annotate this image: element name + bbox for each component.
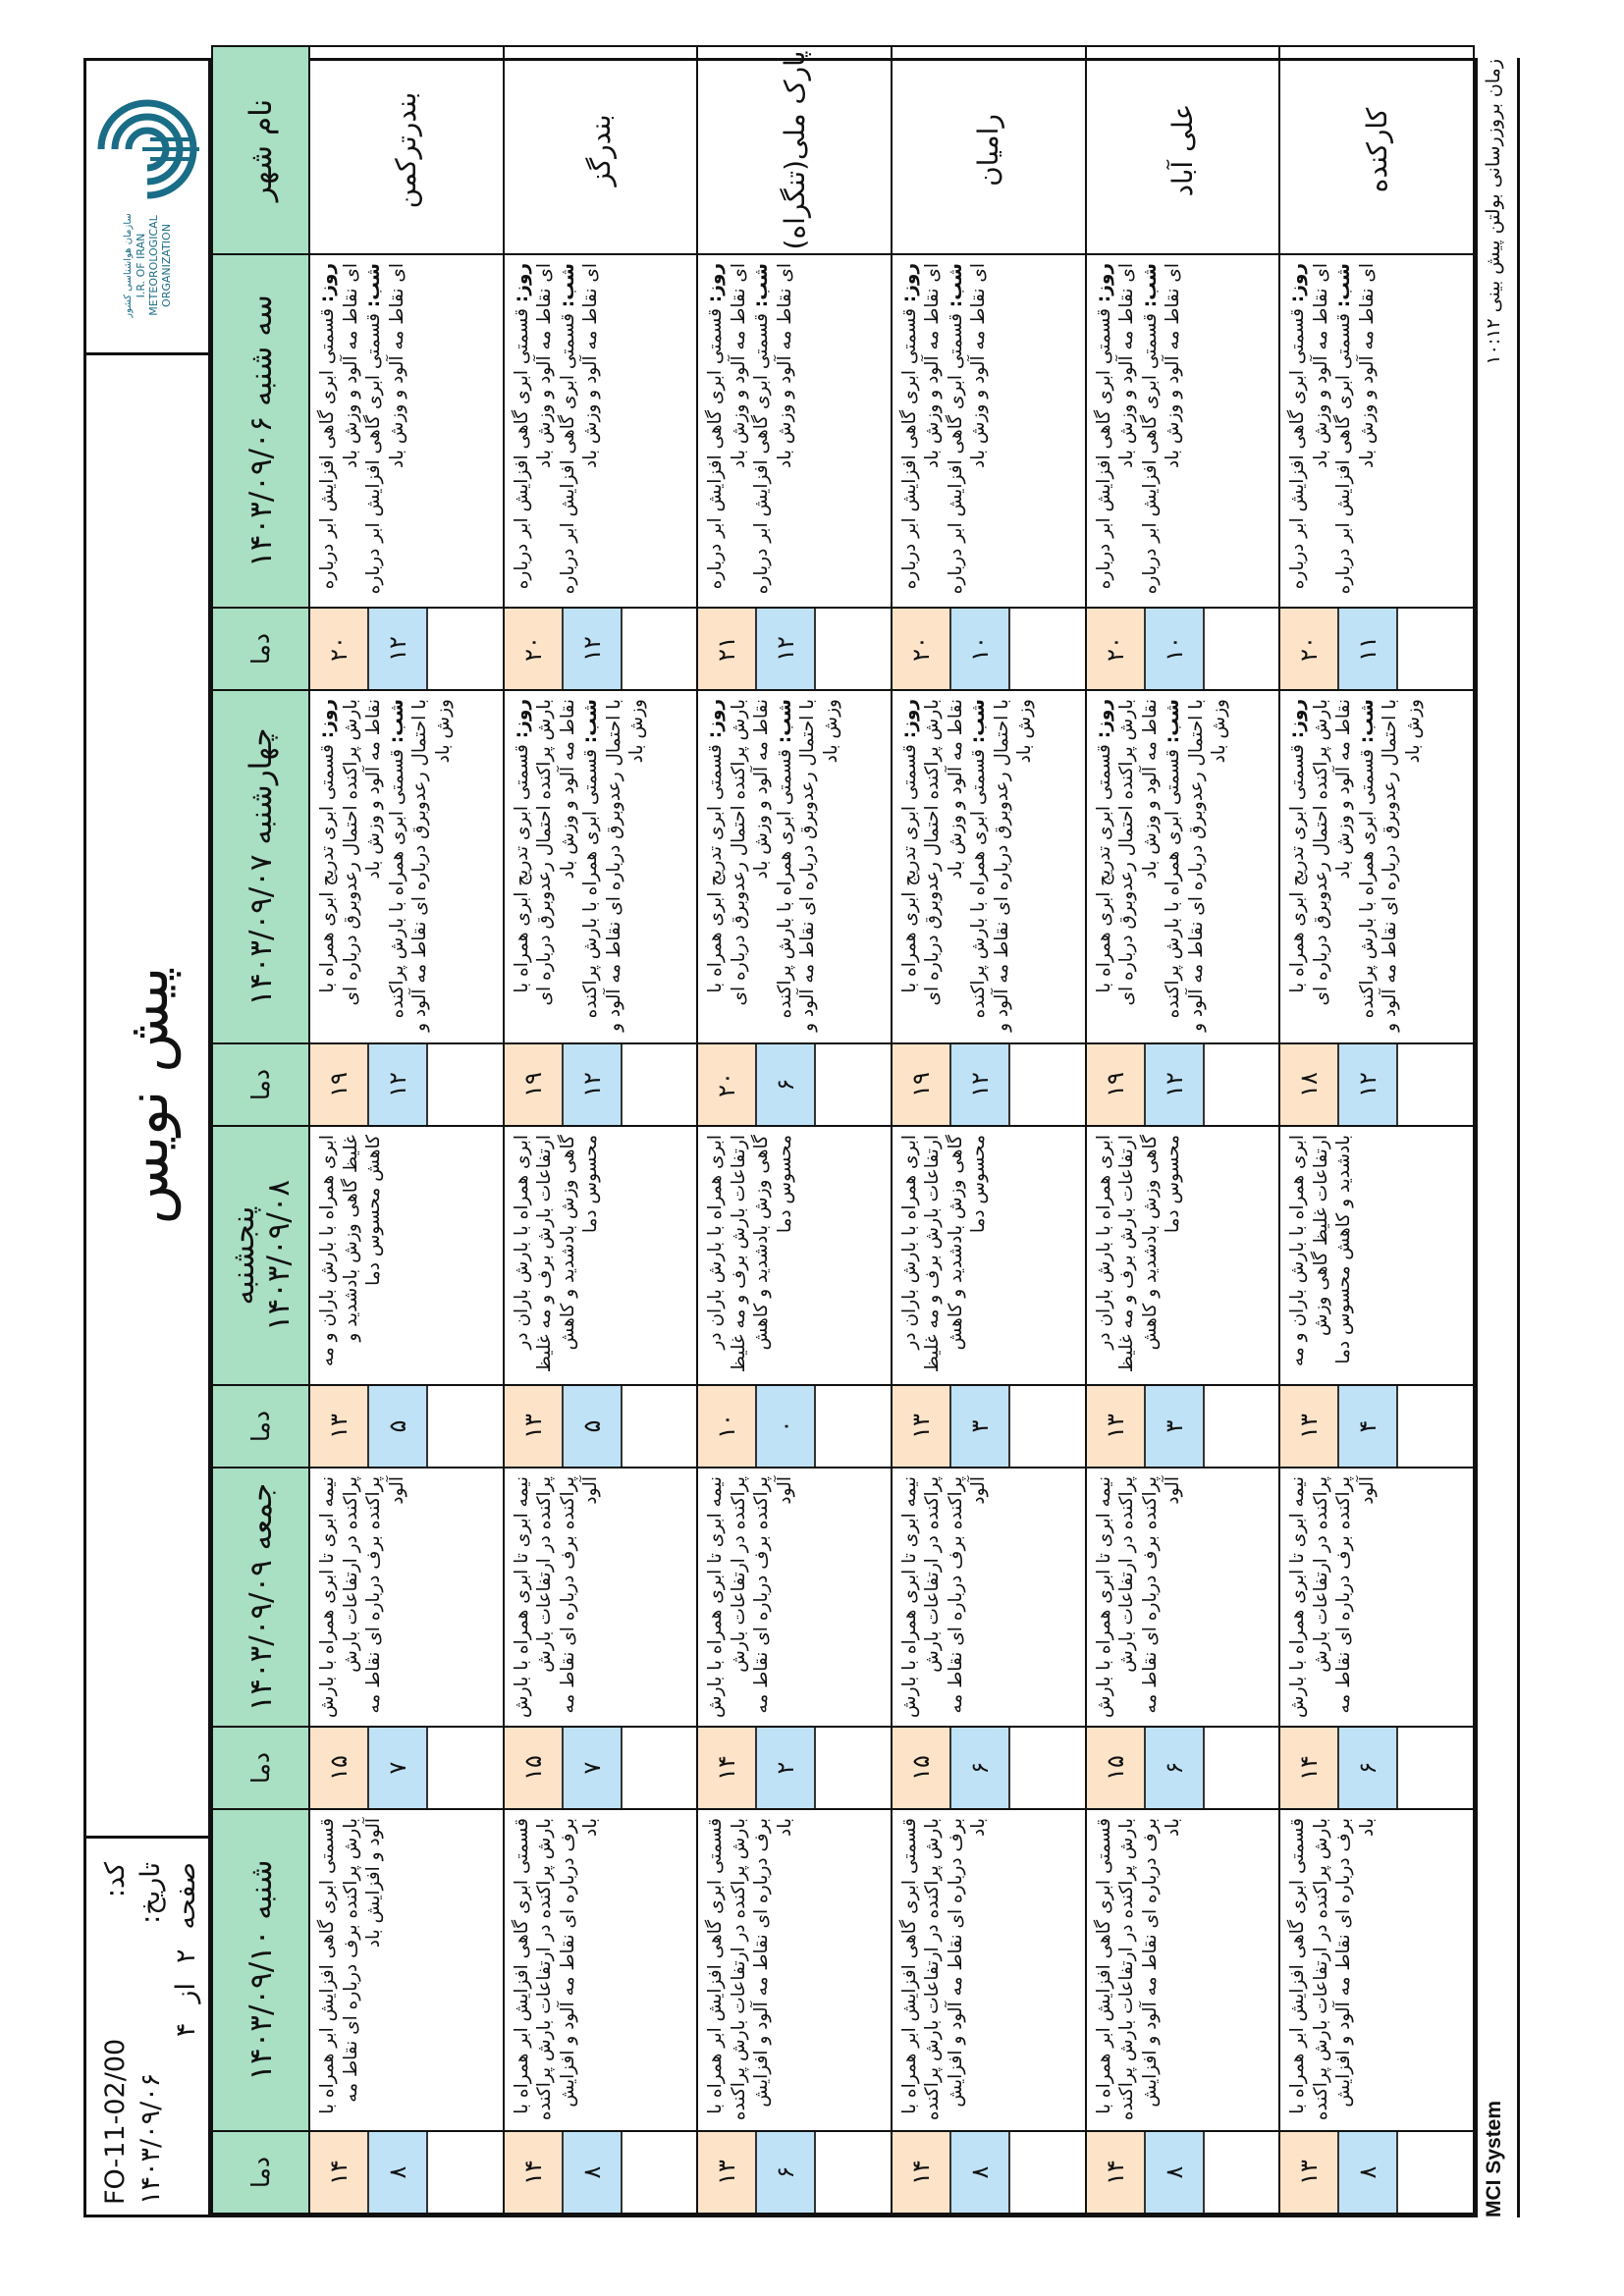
- min-temp: ۱۰: [1146, 609, 1205, 689]
- date-label: تاریخ:: [135, 1862, 166, 1924]
- day-header-5: شنبه ۱۴۰۳/۰۹/۱۰: [212, 1809, 309, 2131]
- min-temp: ۱۲: [564, 1044, 623, 1125]
- max-temp: ۲۰: [505, 609, 564, 689]
- max-temp: ۱۵: [893, 1728, 951, 1808]
- day-text: قسمتی ابری گاهی افزایش ابر: [511, 302, 532, 538]
- day-label: روز:: [1287, 263, 1309, 303]
- max-temp: ۱۰: [698, 1386, 757, 1467]
- city-header: نام شهر: [212, 46, 309, 254]
- temp-cell: [1086, 2131, 1280, 2214]
- forecast-day4: نیمه ابری تا ابری همراه با بارش پراکنده در ارتفاعات بارش پراکنده برف درباره ای نقاط مه آلود: [504, 1468, 698, 1727]
- forecast-day5: قسمتی ابری گاهی افزایش ابر همراه با بارش پراکنده در ارتفاعات بارش پراکنده برف درباره ای نقاط مه آلود و افزایش باد: [892, 1809, 1086, 2131]
- logo-text-en-1: I.R. OF IRAN: [135, 233, 147, 298]
- logo-text-fa: سازمان هواشناسی کشور: [123, 213, 134, 318]
- min-temp: ۳: [1146, 1386, 1205, 1467]
- city-row: [697, 46, 892, 2214]
- city-name: بندرترکمن: [309, 46, 504, 254]
- max-temp: ۲۰: [698, 1044, 757, 1125]
- temp-cell: [309, 1043, 504, 1126]
- day-text: قسمتی ابری تدریج ابری همراه با بارش پراکنده احتمال رعدوبرق درباره ای نقاط مه آلود و وزش باد: [898, 699, 966, 1006]
- night-label: شب:: [1333, 263, 1355, 308]
- forecast-day1: [697, 254, 892, 608]
- max-temp: ۱۳: [1280, 1386, 1339, 1467]
- min-temp: ۸: [951, 2132, 1010, 2213]
- min-temp: ۵: [369, 1386, 428, 1467]
- min-temp: ۱۲: [951, 1044, 1010, 1125]
- code-label: کد:: [100, 1862, 131, 1898]
- forecast-day3: ابری همراه با بارش باران در ارتفاعات بارش برف و مه غلیظ گاهی وزش بادشدید و کاهش محسوس دما: [1086, 1126, 1280, 1385]
- city-row: [504, 46, 698, 2214]
- temp-cell: [504, 608, 698, 690]
- forecast-day1: [1279, 254, 1474, 608]
- min-temp: ۶: [757, 2132, 816, 2213]
- city-name: بندرگز: [504, 46, 698, 254]
- temp-cell: [504, 2131, 698, 2214]
- min-temp: ۱۲: [1146, 1044, 1205, 1125]
- day-text: قسمتی ابری تدریج ابری همراه با بارش پراکنده احتمال رعدوبرق درباره ای نقاط مه آلود و وزش باد: [511, 699, 578, 1006]
- min-temp: ۷: [369, 1728, 428, 1808]
- night-label: شب:: [386, 699, 407, 744]
- day-label: روز:: [1093, 263, 1114, 303]
- day-text-tail: درباره ای نقاط مه آلود و وزش باد: [1093, 263, 1138, 590]
- temp-cell: [697, 608, 892, 690]
- forecast-day1: [504, 254, 698, 608]
- page-total: ۴: [171, 2022, 201, 2038]
- code-value: FO-11-02/00: [100, 2038, 131, 2205]
- date-value: ۱۴۰۳/۰۹/۰۶: [135, 2072, 166, 2205]
- city-row: [1086, 46, 1280, 2214]
- footer-divider: [1517, 58, 1520, 2217]
- temp-cell: [309, 1727, 504, 1809]
- forecast-day2: [309, 690, 504, 1043]
- min-temp: ۶: [1146, 1728, 1205, 1808]
- night-text-tail: درباره ای نقاط مه آلود و وزش باد: [945, 263, 990, 595]
- temp-cell: [1279, 608, 1474, 690]
- max-temp: ۱۵: [1087, 1728, 1146, 1808]
- night-text: قسمتی ابری گاهی افزایش ابر: [557, 307, 578, 543]
- max-temp: ۱۹: [505, 1044, 564, 1125]
- min-temp: ۰: [757, 1386, 816, 1467]
- forecast-day2: [892, 690, 1086, 1043]
- city-row: [892, 46, 1086, 2214]
- max-temp: ۱۹: [893, 1044, 951, 1125]
- night-label: شب:: [968, 699, 990, 744]
- day-text-tail: درباره ای نقاط مه آلود و وزش باد: [511, 263, 556, 590]
- night-text: قسمتی ابری همراه با بارش پراکنده با احتمال رعدوبرق درباره ای نقاط مه آلود و وزش باد: [968, 699, 1036, 1032]
- day-header-1: سه شنبه ۱۴۰۳/۰۹/۰۶: [212, 254, 309, 608]
- forecast-day3: ابری همراه با بارش باران در ارتفاعات بارش برف و مه غلیظ گاهی وزش بادشدید و کاهش محسوس دما: [892, 1126, 1086, 1385]
- day-text: قسمتی ابری گاهی افزایش ابر: [898, 302, 920, 538]
- min-temp: ۸: [1146, 2132, 1205, 2213]
- night-text: قسمتی ابری گاهی افزایش ابر: [1333, 307, 1355, 543]
- night-label: شب:: [1163, 699, 1184, 744]
- min-temp: ۶: [951, 1728, 1010, 1808]
- forecast-day2: [504, 690, 698, 1043]
- page-title: پیش نویس: [114, 966, 181, 1225]
- min-temp: ۴: [1339, 1386, 1398, 1467]
- max-temp: ۲۰: [310, 609, 369, 689]
- forecast-day3: ابری همراه با بارش باران در ارتفاعات بارش برف و مه غلیظ گاهی وزش بادشدید و کاهش محسوس دما: [504, 1126, 698, 1385]
- temp-cell: [1086, 1727, 1280, 1809]
- min-temp: ۱۲: [1339, 1044, 1398, 1125]
- forecast-day3: ابری همراه با بارش باران در ارتفاعات بارش برف و مه غلیظ گاهی وزش بادشدید و کاهش محسوس دما: [697, 1126, 892, 1385]
- temp-cell: [1279, 1043, 1474, 1126]
- temp-cell: [697, 1727, 892, 1809]
- night-text-tail: درباره ای نقاط مه آلود و وزش باد: [363, 263, 407, 595]
- day-label: روز:: [1093, 699, 1114, 739]
- forecast-day1: [309, 254, 504, 608]
- forecast-day5: قسمتی ابری گاهی افزایش ابر همراه با بارش پراکنده در ارتفاعات بارش پراکنده برف درباره ای نقاط مه آلود و افزایش باد: [697, 1809, 892, 2131]
- city-row: [309, 46, 504, 2214]
- temp-cell: [697, 1043, 892, 1126]
- night-label: شب:: [774, 699, 795, 744]
- night-text: قسمتی ابری گاهی افزایش ابر: [751, 307, 773, 543]
- night-text-tail: درباره ای نقاط مه آلود و وزش باد: [751, 263, 795, 595]
- max-temp: ۱۳: [698, 2132, 757, 2213]
- temp-cell: [892, 1043, 1086, 1126]
- day-label: روز:: [1287, 699, 1309, 739]
- min-temp: ۱۰: [951, 609, 1010, 689]
- day-text-tail: درباره ای نقاط مه آلود و وزش باد: [317, 263, 361, 590]
- max-temp: ۱۳: [893, 1386, 951, 1467]
- min-temp: ۷: [564, 1728, 623, 1808]
- min-temp: ۱۲: [369, 1044, 428, 1125]
- max-temp: ۲۰: [893, 609, 951, 689]
- day-label: روز:: [705, 263, 727, 303]
- max-temp: ۱۳: [505, 1386, 564, 1467]
- temp-header-5: دما: [212, 2131, 309, 2214]
- day-text: قسمتی ابری گاهی افزایش ابر: [1287, 302, 1309, 538]
- day-text: قسمتی ابری تدریج ابری همراه با بارش پراکنده احتمال رعدوبرق درباره ای نقاط مه آلود و وزش باد: [705, 699, 773, 1006]
- page-label: صفحه: [171, 1862, 201, 1930]
- max-temp: ۲۰: [1280, 609, 1339, 689]
- min-temp: ۸: [1339, 2132, 1398, 2213]
- day-label: روز:: [898, 263, 920, 303]
- night-text: قسمتی ابری همراه با بارش پراکنده با احتمال رعدوبرق درباره ای نقاط مه آلود و وزش باد: [580, 699, 648, 1032]
- min-temp: ۳: [951, 1386, 1010, 1467]
- city-name: کارکنده: [1279, 46, 1474, 254]
- night-text: قسمتی ابری همراه با بارش پراکنده با احتمال رعدوبرق درباره ای نقاط مه آلود و وزش باد: [386, 699, 454, 1032]
- min-temp: ۵: [564, 1386, 623, 1467]
- max-temp: ۱۴: [1280, 1728, 1339, 1808]
- logo-text: [122, 213, 173, 317]
- update-time-text: زمان بروزرسانی بولتن پیش بینی ۱۰:۱۲: [1483, 59, 1504, 365]
- forecast-day4: نیمه ابری تا ابری همراه با بارش پراکنده در ارتفاعات بارش پراکنده برف درباره ای نقاط مه آلود: [697, 1468, 892, 1727]
- max-temp: ۱۹: [1087, 1044, 1146, 1125]
- temp-cell: [892, 608, 1086, 690]
- min-temp: ۱۱: [1339, 609, 1398, 689]
- night-text: قسمتی ابری همراه با بارش پراکنده با احتمال رعدوبرق درباره ای نقاط مه آلود و وزش باد: [1163, 699, 1230, 1032]
- forecast-day4: نیمه ابری تا ابری همراه با بارش پراکنده در ارتفاعات بارش پراکنده برف درباره ای نقاط مه آلود: [1279, 1468, 1474, 1727]
- day-header-3: پنجشنبه ۱۴۰۳/۰۹/۰۸: [212, 1126, 309, 1385]
- day-text: قسمتی ابری تدریج ابری همراه با بارش پراکنده احتمال رعدوبرق درباره ای نقاط مه آلود و وزش باد: [1093, 699, 1161, 1006]
- forecast-day5: قسمتی ابری گاهی افزایش ابر همراه با بارش پراکنده در ارتفاعات بارش پراکنده برف درباره ای نقاط مه آلود و افزایش باد: [1279, 1809, 1474, 2131]
- city-name: رامیان: [892, 46, 1086, 254]
- forecast-day2: [697, 690, 892, 1043]
- day-label: روز:: [317, 699, 338, 739]
- city-row: [1279, 46, 1474, 2214]
- forecast-day4: نیمه ابری تا ابری همراه با بارش پراکنده در ارتفاعات بارش پراکنده برف درباره ای نقاط مه آلود: [892, 1468, 1086, 1727]
- temp-header-4: دما: [212, 1727, 309, 1809]
- temp-cell: [504, 1727, 698, 1809]
- temp-cell: [892, 1385, 1086, 1468]
- org-logo: [86, 61, 208, 355]
- day-text: قسمتی ابری گاهی افزایش ابر: [1093, 302, 1114, 538]
- min-temp: ۸: [564, 2132, 623, 2213]
- night-text-tail: درباره ای نقاط مه آلود و وزش باد: [1333, 263, 1378, 595]
- max-temp: ۱۳: [1087, 1386, 1146, 1467]
- day-text: قسمتی ابری گاهی افزایش ابر: [705, 302, 727, 538]
- temp-cell: [309, 608, 504, 690]
- night-text-tail: درباره ای نقاط مه آلود و وزش باد: [1139, 263, 1184, 595]
- min-temp: ۱۲: [757, 609, 816, 689]
- min-temp: ۱۲: [369, 609, 428, 689]
- temp-cell: [1086, 608, 1280, 690]
- day-header-2: چهارشنبه ۱۴۰۳/۰۹/۰۷: [212, 690, 309, 1043]
- min-temp: ۶: [757, 1044, 816, 1125]
- max-temp: ۱۸: [1280, 1044, 1339, 1125]
- temp-cell: [1086, 1385, 1280, 1468]
- night-label: شب:: [1139, 263, 1161, 308]
- temp-cell: [504, 1043, 698, 1126]
- temp-header-3: دما: [212, 1385, 309, 1468]
- night-text-tail: درباره ای نقاط مه آلود و وزش باد: [557, 263, 602, 595]
- forecast-day3: ابری همراه با بارش باران و مه غلیظ گاهی وزش بادشدید و کاهش محسوس دما: [309, 1126, 504, 1385]
- city-name: علی آباد: [1086, 46, 1280, 254]
- temp-cell: [1279, 1727, 1474, 1809]
- day-text-tail: درباره ای نقاط مه آلود و وزش باد: [898, 263, 944, 590]
- day-label: روز:: [317, 263, 338, 303]
- temp-cell: [1086, 1043, 1280, 1126]
- day-label: روز:: [511, 699, 532, 739]
- city-name: پارک ملی(تنگراه): [697, 46, 892, 254]
- page-of-label: از: [171, 1983, 201, 2003]
- night-text: قسمتی ابری همراه با بارش پراکنده با احتمال رعدوبرق درباره ای نقاط مه آلود و وزش باد: [774, 699, 841, 1032]
- night-label: شب:: [363, 263, 384, 308]
- day-text: قسمتی ابری تدریج ابری همراه با بارش پراکنده احتمال رعدوبرق درباره ای نقاط مه آلود و وزش باد: [317, 699, 384, 1006]
- day-text-tail: درباره ای نقاط مه آلود و وزش باد: [705, 263, 749, 590]
- max-temp: ۱۵: [505, 1728, 564, 1808]
- day-text-tail: درباره ای نقاط مه آلود و وزش باد: [1287, 263, 1331, 590]
- temp-cell: [1279, 1385, 1474, 1468]
- page-number: ۲: [171, 1949, 201, 1964]
- temp-cell: [309, 2131, 504, 2214]
- night-label: شب:: [751, 263, 773, 308]
- max-temp: ۱۵: [310, 1728, 369, 1808]
- day-label: روز:: [511, 263, 532, 303]
- night-text: قسمتی ابری همراه با بارش پراکنده با احتمال رعدوبرق درباره ای نقاط مه آلود و وزش باد: [1356, 699, 1424, 1032]
- forecast-day2: [1086, 690, 1280, 1043]
- header-row: [212, 46, 309, 2214]
- day-text: قسمتی ابری تدریج ابری همراه با بارش پراکنده احتمال رعدوبرق درباره ای نقاط مه آلود و وزش باد: [1287, 699, 1355, 1006]
- max-temp: ۲۰: [1087, 609, 1146, 689]
- max-temp: ۱۴: [698, 1728, 757, 1808]
- temp-cell: [1279, 2131, 1474, 2214]
- temp-cell: [504, 1385, 698, 1468]
- forecast-day1: [1086, 254, 1280, 608]
- night-text: قسمتی ابری گاهی افزایش ابر: [363, 307, 384, 543]
- min-temp: ۸: [369, 2132, 428, 2213]
- max-temp: ۱۹: [310, 1044, 369, 1125]
- temp-cell: [697, 1385, 892, 1468]
- min-temp: ۲: [757, 1728, 816, 1808]
- max-temp: ۱۴: [1087, 2132, 1146, 2213]
- max-temp: ۱۳: [310, 1386, 369, 1467]
- title-band: [86, 61, 211, 2215]
- logo-text-en-3: ORGANIZATION: [160, 224, 173, 307]
- night-label: شب:: [580, 699, 602, 744]
- day-label: روز:: [705, 699, 727, 739]
- meteorological-org-logo-icon: [93, 95, 201, 203]
- temp-cell: [892, 2131, 1086, 2214]
- night-label: شب:: [1356, 699, 1378, 744]
- max-temp: ۲۱: [698, 609, 757, 689]
- max-temp: ۱۳: [1280, 2132, 1339, 2213]
- forecast-day5: قسمتی ابری گاهی افزایش ابر همراه با بارش پراکنده در ارتفاعات بارش پراکنده برف درباره ای نقاط مه آلود و افزایش باد: [1086, 1809, 1280, 2131]
- temp-cell: [892, 1727, 1086, 1809]
- night-text: قسمتی ابری گاهی افزایش ابر: [1139, 307, 1161, 543]
- document-frame: [83, 50, 1478, 2217]
- forecast-day5: قسمتی ابری گاهی افزایش ابر همراه با بارش پراکنده در ارتفاعات بارش پراکنده برف درباره ای نقاط مه آلود و افزایش باد: [504, 1809, 698, 2131]
- forecast-day2: [1279, 690, 1474, 1043]
- temp-cell: [697, 2131, 892, 2214]
- max-temp: ۱۴: [310, 2132, 369, 2213]
- forecast-day1: [892, 254, 1086, 608]
- forecast-day3: ابری همراه با بارش باران و مه ارتفاعات غلیظ گاهی وزش بادشدید و کاهش محسوس دما: [1279, 1126, 1474, 1385]
- min-temp: ۶: [1339, 1728, 1398, 1808]
- logo-text-en-2: METEOROLOGICAL: [147, 215, 160, 316]
- max-temp: ۱۴: [893, 2132, 951, 2213]
- day-header-4: جمعه ۱۴۰۳/۰۹/۰۹: [212, 1468, 309, 1727]
- day-text: قسمتی ابری گاهی افزایش ابر: [317, 302, 338, 538]
- night-label: شب:: [557, 263, 578, 308]
- forecast-day5: قسمتی ابری گاهی افزایش ابر همراه با بارش پراکنده برف درباره ای نقاط مه آلود و افزایش باد: [309, 1809, 504, 2131]
- night-text: قسمتی ابری گاهی افزایش ابر: [945, 307, 966, 543]
- forecast-day4: نیمه ابری تا ابری همراه با بارش پراکنده در ارتفاعات بارش پراکنده برف درباره ای نقاط مه آلود: [1086, 1468, 1280, 1727]
- forecast-day4: نیمه ابری تا ابری همراه با بارش پراکنده در ارتفاعات بارش پراکنده برف درباره ای نقاط مه آلود: [309, 1468, 504, 1727]
- temp-header-1: دما: [212, 608, 309, 690]
- temp-cell: [309, 1385, 504, 1468]
- system-label: MCI System: [1483, 2100, 1505, 2217]
- night-label: شب:: [945, 263, 966, 308]
- temp-header-2: دما: [212, 1043, 309, 1126]
- max-temp: ۱۴: [505, 2132, 564, 2213]
- min-temp: ۱۲: [564, 609, 623, 689]
- day-label: روز:: [898, 699, 920, 739]
- forecast-table: [211, 45, 1475, 2215]
- document-code-box: [86, 1836, 208, 2215]
